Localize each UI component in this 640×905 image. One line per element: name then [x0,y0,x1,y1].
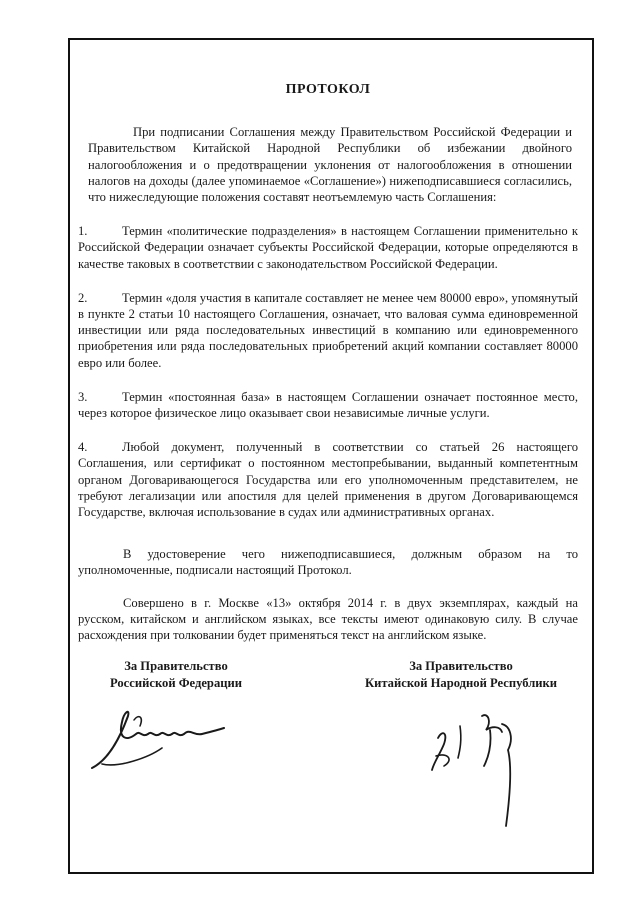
signatory-line-2: Российской Федерации [109,676,243,690]
signatory-russia [96,658,256,692]
signature-china-image [418,686,548,836]
clause-number: 2. [78,290,88,305]
clause-text: Термин «доля участия в капитале составляет не менее чем 80000 евро», упомянутый в пункте 2 статьи 10 настоящего Соглашения, означает, что валовая сумма единовременной инвестиции или ряда последовательных инвестиций в компанию или единовременного приобретения или ряда последовательных приобретений акций компании составляет 80000 евро или более. [78,290,578,370]
clause-4 [78,439,578,520]
clause-number: 4. [78,440,88,455]
intro-paragraph: При подписании Соглашения между Правительством Российской Федерации и Правительством Китайской Народной Республики об избежании двойного налогообложения и о предотвращении уклонения от налогообложения в отношении налогов на доходы (далее упоминаемое «Соглашение») нижеподписавшиеся согласились, что нижеследующие положения составят неотъемлемую часть Соглашения: [88,125,572,205]
clause-number: 3. [78,389,88,404]
signature-block [78,658,578,858]
clause-text: Термин «постоянная база» в настоящем Соглашении означает постоянное место, через которое физическое лицо оказывает свои независимые личные услуги. [78,389,578,421]
execution-paragraph: Совершено в г. Москве «13» октября 2014 г. в двух экземплярах, каждый на русском, китайском и английском языках, все тексты имеют одинаковую силу. В случае расхождения при толковании будет применяться текст на английском языке. [78,595,578,643]
document-body [78,70,578,659]
signatory-line-1: За Правительство [409,659,513,673]
signatory-line-1: За Правительство [124,659,228,673]
signatory-line-2: Китайской Народной Республики [364,676,558,690]
clause-text: Любой документ, полученный в соответствии со статьей 26 настоящего Соглашения, или сертификат о постоянном местопребывании, выданный компетентным органом Договаривающегося Государства или его уполномоченным представителем, не требуют легализации или апостиля для целей применения в другом Договаривающемся Государстве, включая использование в судах или административных органах. [78,440,578,520]
clause-3 [78,389,578,421]
clause-2 [78,290,578,371]
document-title: ПРОТОКОЛ [285,82,371,97]
clause-number: 1. [78,224,88,239]
clause-1 [78,223,578,272]
witness-paragraph: В удостоверение чего нижеподписавшиеся, должным образом на то уполномоченные, подписали настоящий Протокол. [78,547,578,578]
signature-russia-image [78,698,258,778]
clause-text: Термин «политические подразделения» в настоящем Соглашении применительно к Российской Федерации означает субъекты Российской Федерации, которые определяются в качестве таковых в соответствии с законодательством Российской Федерации. [78,224,578,271]
